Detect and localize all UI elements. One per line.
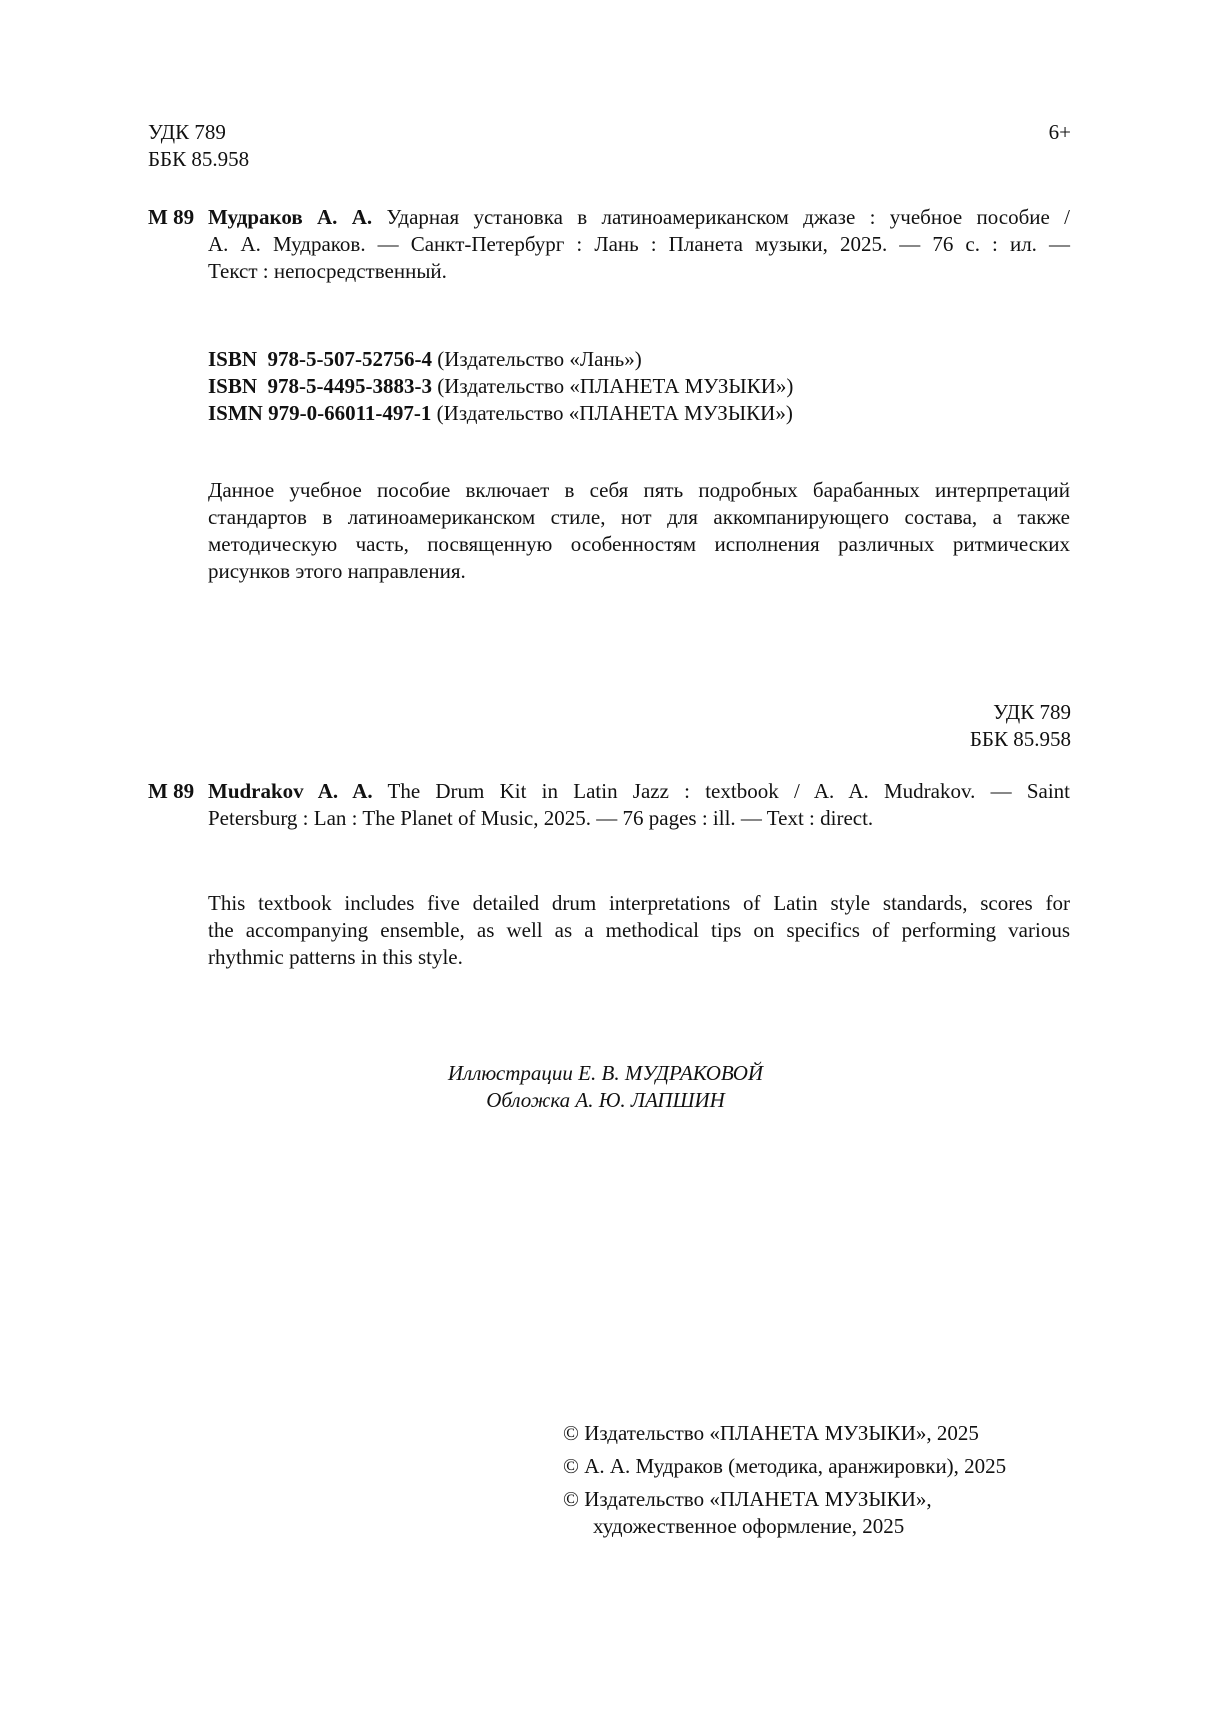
identifier-line: ISMN 979-0-66011-497-1 (Издательство «ПЛАНЕТА МУЗЫКИ») [208,401,793,425]
copyright-line: © Издательство «ПЛАНЕТА МУЗЫКИ», [563,1487,932,1511]
abstract-line: методическую часть, посвященную особенностям исполнения различных ритмических [208,532,1070,556]
abstract-line: the accompanying ensemble, as well as a methodical tips on specifics of performing various [208,918,1070,942]
copyright-line: © Издательство «ПЛАНЕТА МУЗЫКИ», 2025 [563,1421,979,1445]
copyright-line: художественное оформление, 2025 [593,1514,905,1538]
abstract-line: rhythmic patterns in this style. [208,945,463,969]
imprint-line: Petersburg : Lan : The Planet of Music, 2025. — 76 pages : ill. — Text : direct. [208,806,874,830]
bbk-code: ББК 85.958 [148,147,250,171]
abstract-line: This textbook includes five detailed drum interpretations of Latin style standards, scores for [208,891,1070,915]
identifier-line: ISBN 978-5-4495-3883-3 (Издательство «ПЛАНЕТА МУЗЫКИ») [208,374,794,398]
title-text: Ударная установка в латиноамериканском джазе : учебное пособие / [386,205,1070,229]
identifier-block [208,346,793,427]
author-mark: М 89 [148,205,195,229]
ru-abstract [208,477,1070,585]
age-rating: 6+ [1048,120,1071,144]
content-type-line: Текст : непосредственный. [208,259,447,283]
copyright-block [563,1420,1006,1540]
illustrations-credit: Иллюстрации Е. В. МУДРАКОВОЙ [447,1061,764,1085]
en-abstract [208,890,1070,971]
abstract-line: рисунков этого направления. [208,559,466,583]
imprint-line: А. А. Мудраков. — Санкт-Петербург : Лань : Планета музыки, 2025. — 76 с. : ил. — [208,232,1070,256]
title-text: The Drum Kit in Latin Jazz : textbook / A. A. Mudrakov. — Saint [387,779,1070,803]
udk-code: УДК 789 [148,120,226,144]
ru-bibliographic-entry [148,204,1070,285]
identifier-line: ISBN 978-5-507-52756-4 (Издательство «Лань») [208,347,642,371]
author-name: Mudrakov A. A. [208,779,373,803]
credits [0,1060,1211,1114]
author-name: Мудраков А. А. [208,205,373,229]
abstract-line: стандартов в латиноамериканском стиле, нот для аккомпанирующего состава, а также [208,505,1070,529]
abstract-line: Данное учебное пособие включает в себя пять подробных барабанных интерпретаций [208,478,1070,502]
cover-credit: Обложка А. Ю. ЛАПШИН [486,1088,725,1112]
en-bibliographic-entry [148,778,1070,832]
copyright-line: © А. А. Мудраков (методика, аранжировки), 2025 [563,1454,1007,1478]
bbk-code: ББК 85.958 [969,727,1071,751]
classification-bottom [970,699,1071,753]
udk-code: УДК 789 [993,700,1071,724]
classification-top [148,119,249,173]
author-mark: M 89 [148,779,195,803]
